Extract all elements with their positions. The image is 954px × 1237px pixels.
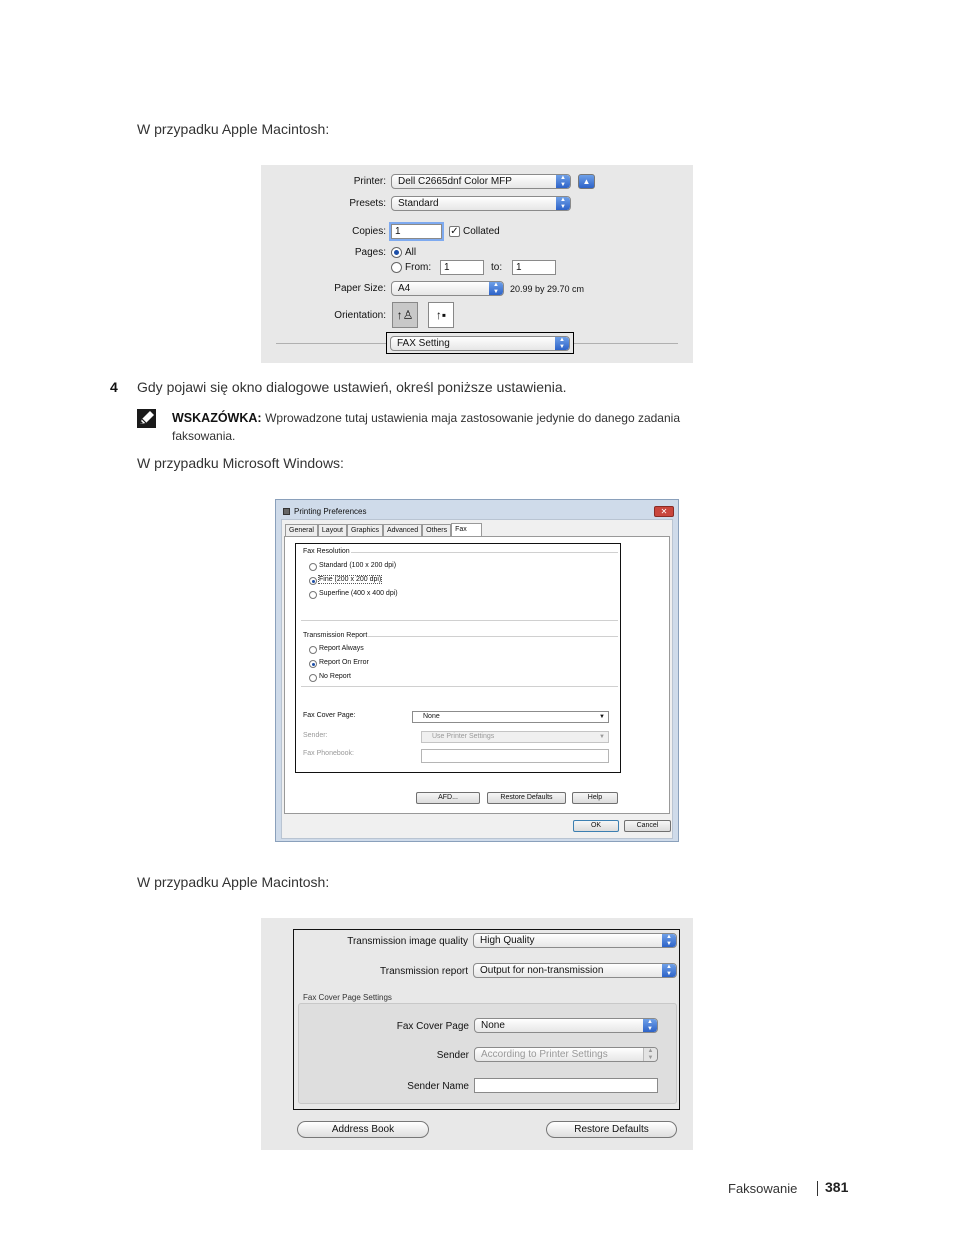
section-popup[interactable] [390,336,570,351]
copies-label: Copies: [352,226,386,237]
tab-strip [285,524,482,536]
tab-general[interactable]: General [285,524,318,536]
report-always-radio[interactable] [309,646,317,654]
windows-printing-preferences-dialog [275,499,679,842]
report-on-error-label: Report On Error [319,659,369,666]
paper-size-value: A4 [398,283,411,294]
sender-name-label: Sender Name [407,1081,469,1092]
landscape-orientation-icon[interactable]: ↑▪ [428,302,454,328]
mac-fax-settings-panel [261,918,693,1150]
popup-arrows-icon: ▲ ▼ [556,175,570,188]
collated-checkbox[interactable]: ✓ [450,226,459,237]
note-pencil-icon [137,409,156,428]
popup-arrows-icon: ▲ ▼ [489,282,503,295]
cover-page-popup[interactable] [474,1018,658,1033]
dropdown-arrow-icon: ▼ [599,734,605,740]
popup-arrows-icon: ▲ ▼ [643,1048,657,1061]
pages-all-label: All [405,247,417,258]
fax-resolution-title: Fax Resolution [303,548,350,555]
portrait-orientation-icon[interactable]: ↑♙ [392,302,418,328]
printer-popup[interactable] [391,174,571,189]
tab-layout[interactable]: Layout [318,524,347,536]
popup-arrows-icon: ▲ ▼ [662,964,676,977]
help-button[interactable]: Help [572,792,618,804]
popup-arrows-icon: ▲ ▼ [556,197,570,210]
intro-mac-text-2: W przypadku Apple Macintosh: [137,874,330,890]
cover-settings-title: Fax Cover Page Settings [303,993,392,1002]
orientation-label: Orientation: [334,310,386,321]
pages-label: Pages: [354,247,386,258]
pages-from-input[interactable]: 1 [440,260,484,275]
step-number: 4 [110,379,118,395]
cover-page-value: None [481,1020,505,1031]
page-number: 381 [825,1179,849,1195]
no-report-radio[interactable] [309,674,317,682]
report-value: Output for non-transmission [480,965,604,976]
pages-all-radio[interactable] [391,247,402,258]
note-text: Wprowadzone tutaj ustawienia maja zastosowanie jedynie do danego zadania [265,411,680,425]
collated-label: Collated [463,226,500,237]
ok-button[interactable]: OK [573,820,619,832]
popup-arrows-icon: ▲ ▼ [555,337,569,350]
note-label: WSKAZÓWKA: [172,411,262,425]
address-book-button[interactable]: Address Book [297,1121,429,1138]
intro-mac-text: W przypadku Apple Macintosh: [137,121,330,137]
sender-name-input[interactable] [474,1078,658,1093]
mac-print-dialog [261,165,693,363]
note-line-1 [172,411,680,425]
tab-others[interactable]: Others [422,524,451,536]
popup-arrows-icon: ▲ ▼ [643,1019,657,1032]
res-standard-radio[interactable] [309,563,317,571]
popup-arrows-icon: ▲ ▼ [662,934,676,947]
pages-from-radio[interactable] [391,262,402,273]
quality-value: High Quality [480,935,535,946]
fax-phonebook-label: Fax Phonebook: [303,750,354,757]
tab-graphics[interactable]: Graphics [347,524,383,536]
footer-divider [817,1181,818,1196]
fax-phonebook-input[interactable] [421,749,609,763]
dropdown-arrow-icon: ▼ [599,714,605,720]
dialog-title: Printing Preferences [294,507,367,516]
group-line [368,636,618,637]
step-text: Gdy pojawi się okno dialogowe ustawień, określ poniższe ustawienia. [137,379,567,395]
section-popup-value: FAX Setting [397,338,450,349]
printer-value: Dell C2665dnf Color MFP [398,176,512,187]
cover-page-label: Fax Cover Page [396,1021,469,1032]
sender-popup[interactable] [474,1047,658,1062]
report-popup[interactable] [473,963,677,978]
pages-to-input[interactable]: 1 [512,260,556,275]
pages-to-label: to: [491,262,503,273]
quality-popup[interactable] [473,933,677,948]
group-line [301,686,618,687]
sender-label: Sender: [303,732,328,739]
tab-fax[interactable]: Fax [451,523,482,536]
fax-cover-page-label: Fax Cover Page: [303,712,356,719]
printer-label: Printer: [353,176,386,187]
intro-windows-text: W przypadku Microsoft Windows: [137,455,344,471]
disclosure-triangle-icon[interactable]: ▲ [578,174,595,189]
sender-value: Use Printer Settings [432,733,495,740]
transmission-report-title: Transmission Report [303,632,368,639]
pages-from-label: From: [405,262,432,273]
report-label: Transmission report [380,966,468,977]
printer-icon [283,508,290,515]
sender-combo[interactable] [421,731,609,743]
res-fine-radio[interactable] [309,577,317,585]
paper-size-dims: 20.99 by 29.70 cm [510,284,585,294]
tab-advanced[interactable]: Advanced [383,524,422,536]
cancel-button[interactable]: Cancel [624,820,671,832]
fax-cover-page-combo[interactable] [412,711,609,723]
close-icon[interactable]: ✕ [654,506,674,517]
afd-button[interactable]: AFD... [416,792,480,804]
sender-value: According to Printer Settings [481,1049,608,1060]
presets-popup[interactable] [391,196,571,211]
res-superfine-radio[interactable] [309,591,317,599]
quality-label: Transmission image quality [347,936,468,947]
presets-value: Standard [398,198,439,209]
res-superfine-label: Superfine (400 x 400 dpi) [319,590,398,597]
footer-section: Faksowanie [728,1181,798,1196]
no-report-label: No Report [319,673,351,680]
sender-label: Sender [436,1050,469,1061]
group-line [301,620,618,621]
report-on-error-radio[interactable] [309,660,317,668]
fax-cover-page-value: None [423,713,440,720]
paper-size-popup[interactable] [391,281,504,296]
report-always-label: Report Always [319,645,364,652]
note-line-2: faksowania. [172,429,236,443]
presets-label: Presets: [349,198,386,209]
copies-input[interactable]: 1 [391,224,442,239]
res-fine-label: Fine (200 x 200 dpi) [319,576,382,583]
res-standard-label: Standard (100 x 200 dpi) [319,562,397,569]
restore-defaults-button[interactable]: Restore Defaults [546,1121,677,1138]
restore-defaults-button[interactable]: Restore Defaults [487,792,566,804]
group-line [351,552,618,553]
paper-size-label: Paper Size: [334,283,386,294]
